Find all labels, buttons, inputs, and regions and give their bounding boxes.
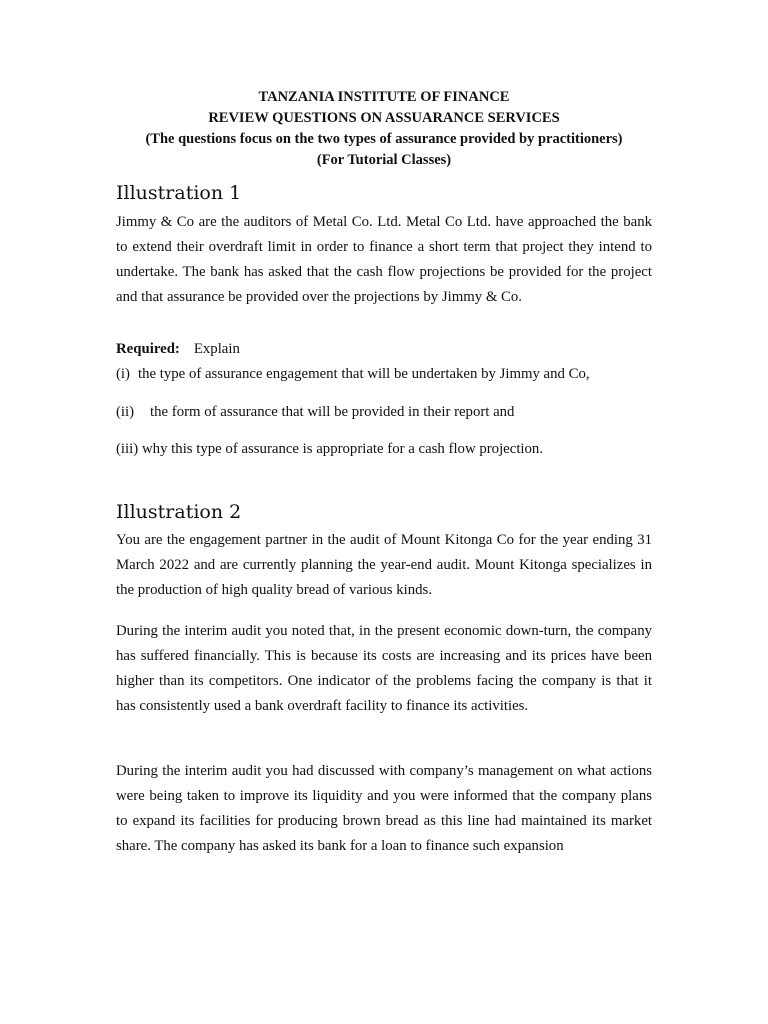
list-item-text: the type of assurance engagement that will be undertaken by Jimmy and Co, [138,366,590,382]
document-header [116,87,652,171]
list-item-number: (i) [116,366,130,382]
document-title: REVIEW QUESTIONS ON ASSUARANCE SERVICES [208,110,560,126]
list-item-number: (ii) [116,404,135,420]
list-item-text: the form of assurance that will be provided in their report and [150,404,515,420]
document-purpose: (For Tutorial Classes) [316,152,452,168]
illustration-2-paragraph: During the interim audit you had discussed with company’s management on what actions were being taken to improve its liquidity and you were informed that the company plans to expand its facilities for producing brown bread as this line had maintained its market share. The company has asked its bank for a loan to finance such expansion [116,763,652,854]
list-item [116,439,543,459]
illustration-1-body: Jimmy & Co are the auditors of Metal Co. Ltd. Metal Co Ltd. have approached the bank to extend their overdraft limit in order to finance a short term that project they intend to undertake. The bank has asked that the cash flow projections be provided for the project and that assurance be provided over the projections by Jimmy & Co. [116,214,652,305]
list-item-text: why this type of assurance is appropriate for a cash flow projection. [142,441,544,457]
required-instruction: Explain [193,341,240,357]
illustration-2-paragraph: You are the engagement partner in the audit of Mount Kitonga Co for the year ending 31 March 2022 and are currently planning the year-end audit. Mount Kitonga specializes in the production of high quality bread of various kinds. [116,532,652,598]
illustration-2-heading: Illustration 2 [116,501,242,523]
illustration-2-paragraph: During the interim audit you noted that, in the present economic down-turn, the company has suffered financially. This is because its costs are increasing and its prices have been higher than its competitors. One indicator of the problems facing the company is that it has consistently used a bank overdraft facility to finance its activities. [116,623,652,714]
list-item [116,402,514,422]
illustration-1-heading: Illustration 1 [116,182,242,204]
list-item [116,364,590,384]
list-item-number: (iii) [116,441,139,457]
required-line [116,339,240,359]
required-label: Required: [116,341,180,357]
document-subtitle: (The questions focus on the two types of assurance provided by practitioners) [145,131,623,147]
institute-name: TANZANIA INSTITUTE OF FINANCE [258,89,510,105]
